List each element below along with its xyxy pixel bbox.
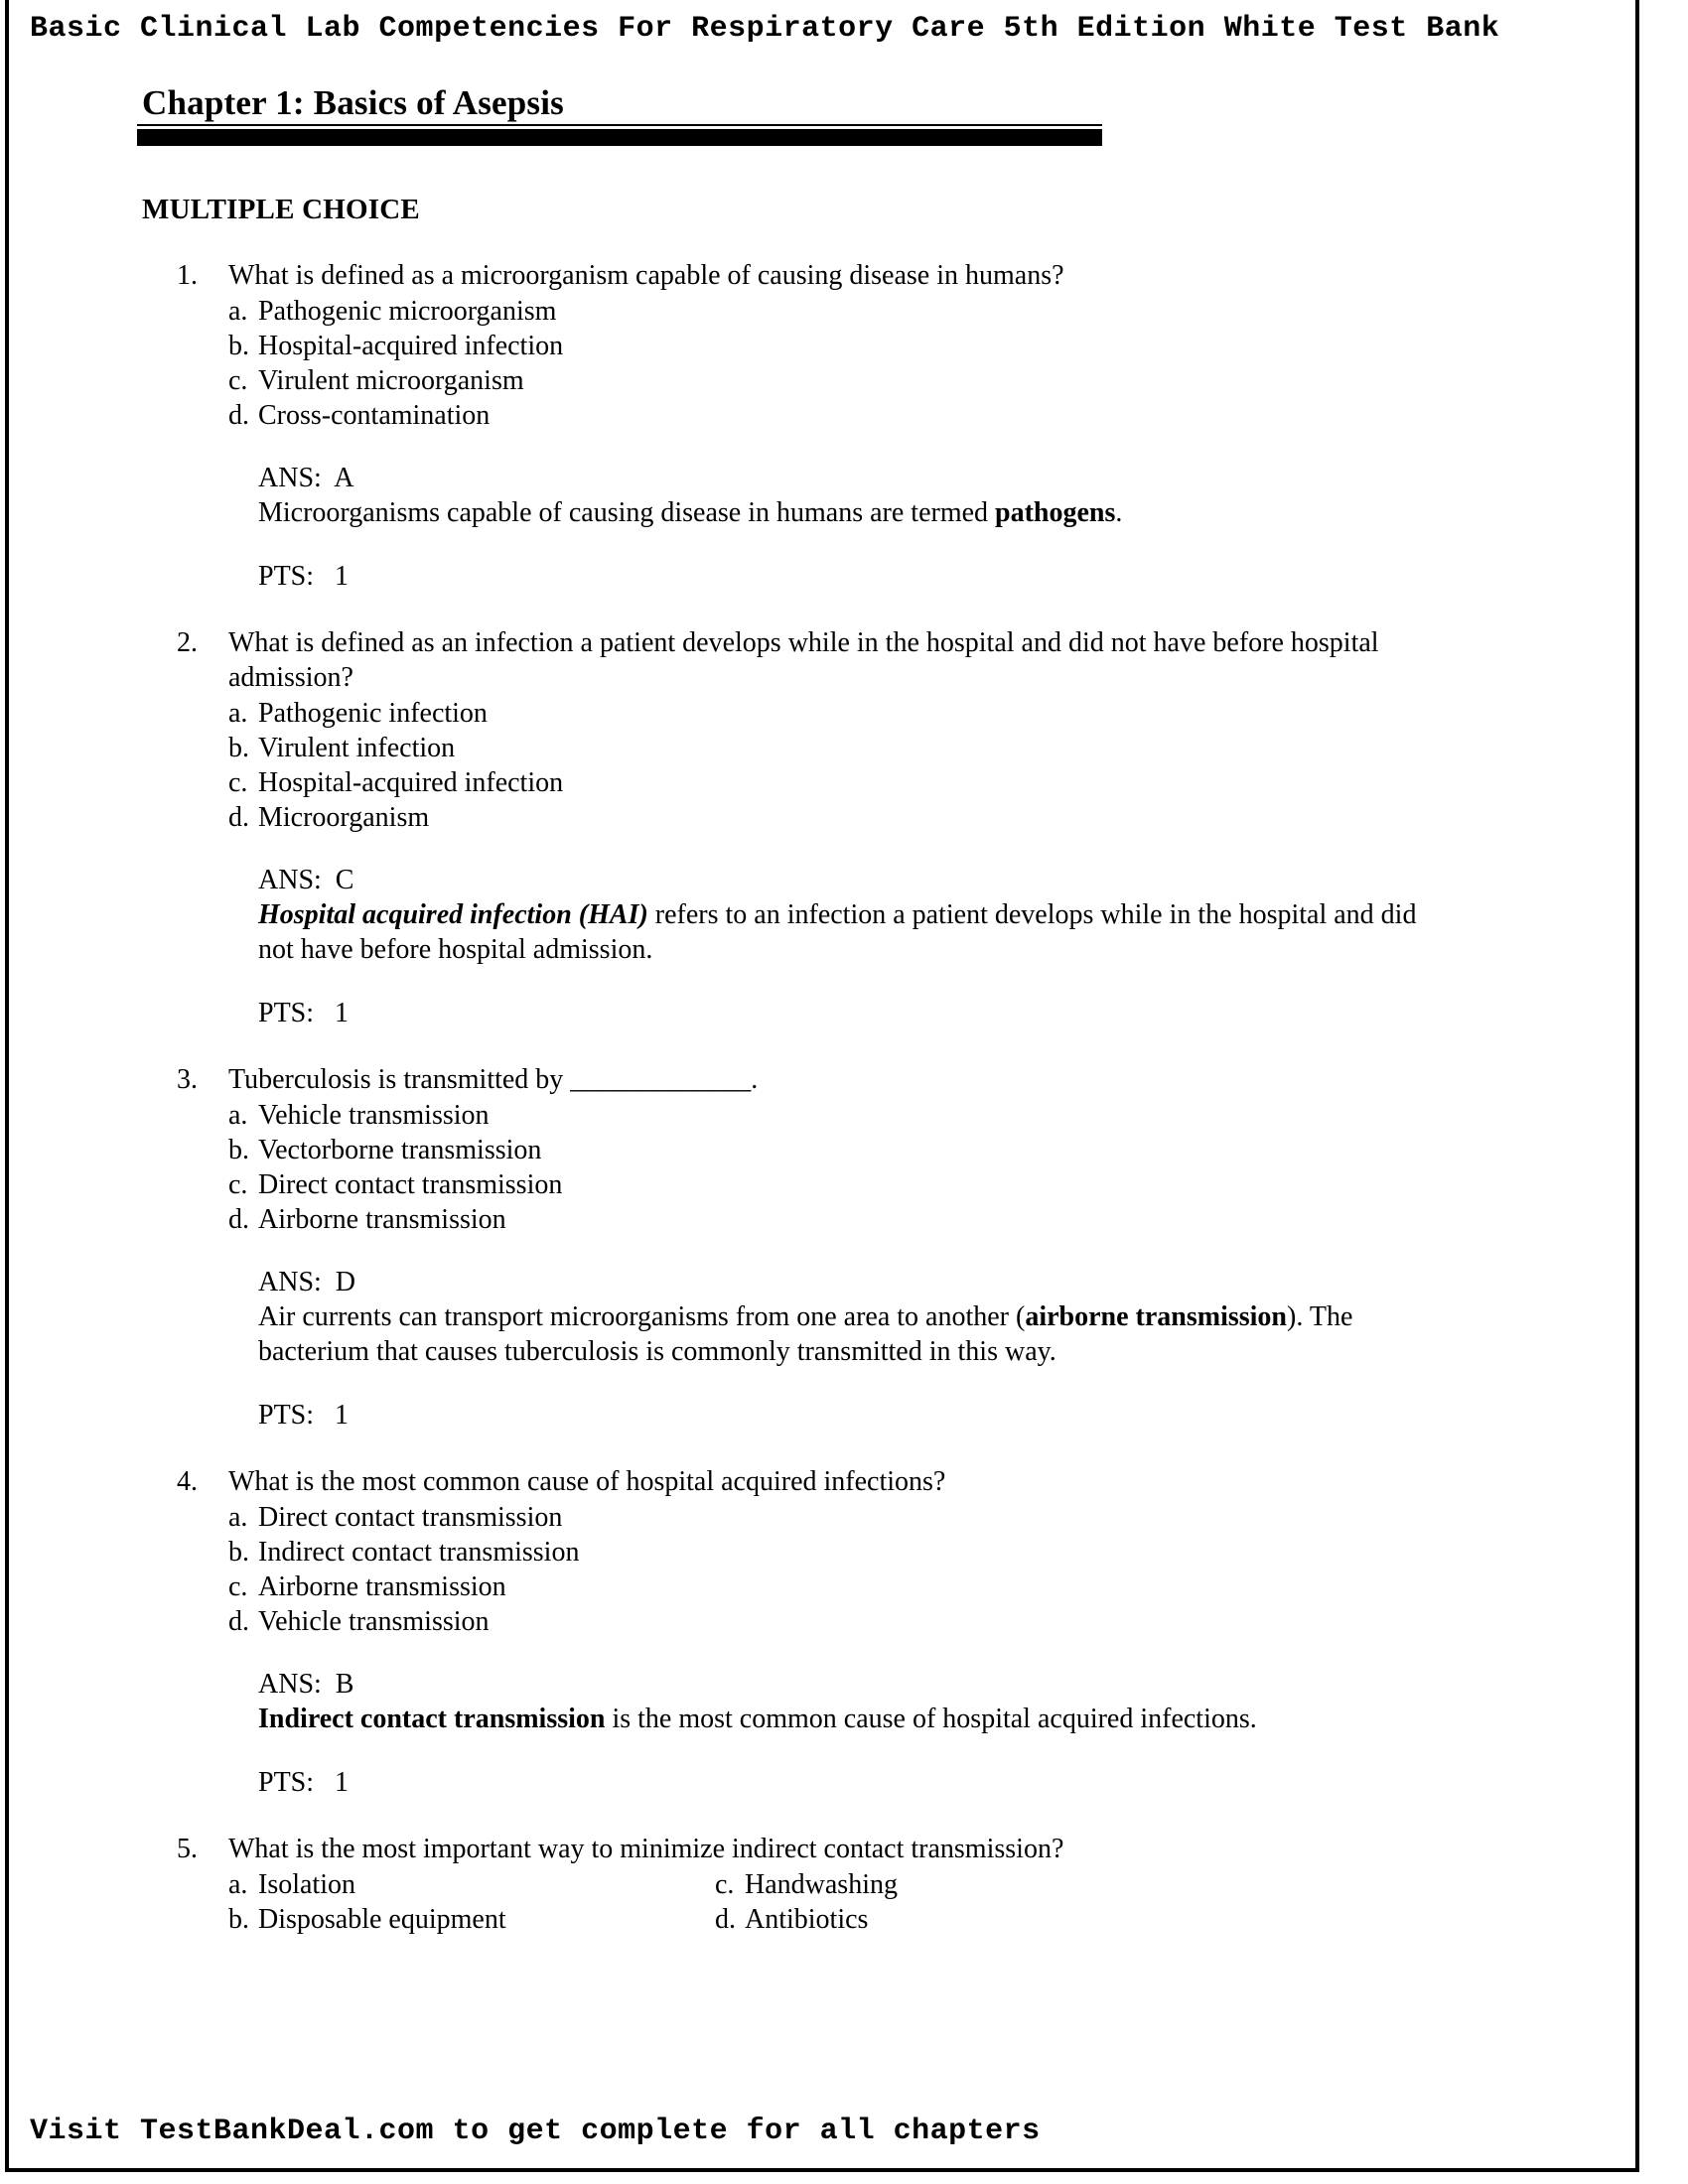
rationale-post: refers to an infection a patient develops while in the hospital and did not have before hospital admission. — [258, 899, 1417, 965]
option-c[interactable] — [228, 765, 1458, 800]
option-text: Disposable equipment — [258, 1904, 506, 1935]
page-title: Chapter 1: Basics of Asepsis — [142, 83, 564, 122]
option-c[interactable] — [715, 1867, 1458, 1902]
answer-label: ANS: — [258, 865, 322, 895]
option-letter: d. — [715, 1904, 736, 1935]
option-text: Vehicle transmission — [258, 1606, 490, 1637]
points-line — [228, 996, 1458, 1030]
answer-line — [258, 863, 1450, 897]
option-text: Indirect contact transmission — [258, 1537, 580, 1568]
question-number: 5. — [177, 1834, 198, 1864]
rationale-emphasis: Hospital acquired infection (HAI) — [258, 899, 648, 930]
answer-label: ANS: — [258, 1267, 322, 1297]
option-text: Airborne transmission — [258, 1571, 506, 1602]
points-value: 1 — [335, 1400, 350, 1431]
question-stem: What is defined as an infection a patient develops while in the hospital and did not have before hospital admission? — [228, 627, 1379, 693]
running-head: Basic Clinical Lab Competencies For Respiratory Care 5th Edition White Test Bank — [30, 12, 1500, 46]
option-text: Cross-contamination — [258, 400, 491, 431]
option-text: Pathogenic microorganism — [258, 296, 557, 327]
option-letter: d. — [228, 400, 249, 431]
question-number: 1. — [177, 260, 198, 291]
option-c[interactable] — [228, 1570, 1458, 1604]
rationale-post: ). The bacterium that causes tuberculosis is commonly transmitted in this way. — [258, 1301, 1353, 1367]
option-text: Pathogenic infection — [258, 698, 488, 729]
option-c[interactable] — [228, 1167, 1458, 1202]
option-d[interactable] — [228, 800, 1458, 835]
answer-options — [228, 1098, 1458, 1237]
rationale — [258, 1702, 1445, 1736]
answer-options — [228, 294, 1458, 433]
rationale — [258, 495, 1445, 530]
option-text: Handwashing — [745, 1869, 898, 1900]
option-letter: d. — [228, 1204, 249, 1235]
question-number: 2. — [177, 627, 198, 658]
answer-block — [228, 1265, 1450, 1369]
option-d[interactable] — [228, 1604, 1458, 1639]
answer-value: A — [334, 463, 354, 493]
answer-spacer — [322, 865, 336, 895]
footer-note: Visit TestBankDeal.com to get complete for all chapters — [30, 2115, 1041, 2148]
points-value: 1 — [335, 998, 350, 1028]
points-line — [228, 559, 1458, 594]
question-stem: What is defined as a microorganism capable of causing disease in humans? — [228, 260, 1064, 291]
option-letter: c. — [228, 365, 248, 396]
question-block — [137, 1832, 1458, 1937]
points-label: PTS: — [258, 1767, 315, 1798]
option-b[interactable] — [228, 1902, 715, 1937]
points-value: 1 — [335, 1767, 350, 1798]
answer-value: B — [335, 1669, 354, 1700]
option-text: Direct contact transmission — [258, 1502, 563, 1533]
points-spacer — [314, 1400, 335, 1431]
answer-options — [228, 696, 1458, 835]
option-letter: c. — [228, 1169, 248, 1200]
document-body — [137, 85, 1458, 1937]
option-letter: a. — [228, 698, 248, 729]
rationale-emphasis: Indirect contact transmission — [258, 1704, 606, 1734]
option-a[interactable] — [228, 294, 1458, 329]
answer-label: ANS: — [258, 463, 322, 493]
option-letter: a. — [228, 1100, 248, 1131]
option-b[interactable] — [228, 1133, 1458, 1167]
points-line — [228, 1398, 1458, 1433]
question-block — [137, 258, 1458, 594]
question-stem: Tuberculosis is transmitted by _____________. — [228, 1064, 759, 1095]
answer-label: ANS: — [258, 1669, 322, 1700]
rationale-pre: Microorganisms capable of causing disease in humans are termed — [258, 497, 996, 528]
answer-spacer — [322, 463, 334, 493]
option-letter: c. — [228, 767, 248, 798]
rationale-emphasis: pathogens — [995, 497, 1116, 528]
answer-value: D — [335, 1267, 356, 1297]
answer-line — [258, 461, 1450, 495]
answer-options — [228, 1867, 1458, 1937]
points-label: PTS: — [258, 998, 315, 1028]
question-block — [137, 1464, 1458, 1800]
option-text: Microorganism — [258, 802, 430, 833]
question-number: 3. — [177, 1064, 198, 1095]
answer-block — [228, 863, 1450, 967]
option-text: Vectorborne transmission — [258, 1135, 542, 1165]
option-text: Antibiotics — [745, 1904, 869, 1935]
question-stem: What is the most important way to minimize indirect contact transmission? — [228, 1834, 1064, 1864]
option-a[interactable] — [228, 696, 1458, 731]
question-block — [137, 1062, 1458, 1433]
option-letter: a. — [228, 296, 248, 327]
rationale-post: is the most common cause of hospital acquired infections. — [605, 1704, 1257, 1734]
option-letter: c. — [715, 1869, 735, 1900]
option-a[interactable] — [228, 1867, 715, 1902]
option-letter: a. — [228, 1502, 248, 1533]
points-line — [228, 1765, 1458, 1800]
option-d[interactable] — [715, 1902, 1458, 1937]
option-text: Virulent microorganism — [258, 365, 524, 396]
answer-line — [258, 1667, 1450, 1702]
option-text: Virulent infection — [258, 733, 456, 763]
question-stem: What is the most common cause of hospital acquired infections? — [228, 1466, 946, 1497]
option-text: Hospital-acquired infection — [258, 331, 564, 361]
option-b[interactable] — [228, 329, 1458, 363]
title-underline-thick — [137, 129, 1102, 146]
answer-spacer — [322, 1669, 336, 1700]
option-d[interactable] — [228, 1202, 1458, 1237]
points-label: PTS: — [258, 561, 315, 592]
rationale-pre: Air currents can transport microorganisms from one area to another ( — [258, 1301, 1026, 1332]
question-number: 4. — [177, 1466, 198, 1497]
rationale-emphasis: airborne transmission — [1025, 1301, 1288, 1332]
option-letter: d. — [228, 1606, 249, 1637]
rationale-post: . — [1115, 497, 1123, 528]
option-letter: d. — [228, 802, 249, 833]
title-underline-thin — [137, 124, 1102, 126]
option-letter: b. — [228, 733, 249, 763]
option-text: Isolation — [258, 1869, 355, 1900]
questions-list — [137, 258, 1458, 1937]
points-value: 1 — [335, 561, 350, 592]
points-spacer — [314, 1767, 335, 1798]
option-a[interactable] — [228, 1098, 1458, 1133]
option-text: Airborne transmission — [258, 1204, 506, 1235]
section-heading: MULTIPLE CHOICE — [142, 194, 420, 225]
answer-line — [258, 1265, 1450, 1299]
option-letter: b. — [228, 331, 249, 361]
rationale — [258, 1299, 1445, 1369]
answer-options — [228, 1500, 1458, 1639]
option-letter: c. — [228, 1571, 248, 1602]
option-letter: a. — [228, 1869, 248, 1900]
option-b[interactable] — [228, 731, 1458, 765]
option-text: Direct contact transmission — [258, 1169, 563, 1200]
option-text: Vehicle transmission — [258, 1100, 490, 1131]
question-block — [137, 625, 1458, 1030]
answer-spacer — [322, 1267, 336, 1297]
option-letter: b. — [228, 1537, 249, 1568]
option-text: Hospital-acquired infection — [258, 767, 564, 798]
rationale — [258, 897, 1445, 967]
answer-block — [228, 461, 1450, 530]
option-letter: b. — [228, 1904, 249, 1935]
option-letter: b. — [228, 1135, 249, 1165]
answer-value: C — [335, 865, 354, 895]
points-label: PTS: — [258, 1400, 315, 1431]
option-d[interactable] — [228, 398, 1458, 433]
option-b[interactable] — [228, 1535, 1458, 1570]
answer-block — [228, 1667, 1450, 1736]
points-spacer — [314, 998, 335, 1028]
option-c[interactable] — [228, 363, 1458, 398]
points-spacer — [314, 561, 335, 592]
option-a[interactable] — [228, 1500, 1458, 1535]
